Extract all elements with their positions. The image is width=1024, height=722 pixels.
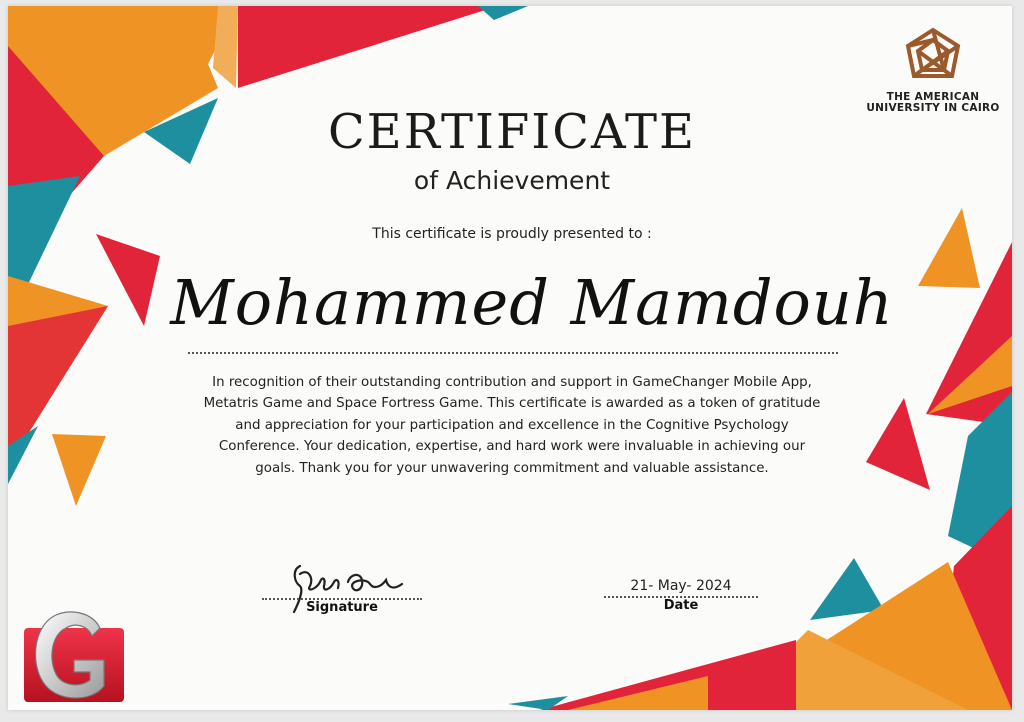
presented-to-text: This certificate is proudly presented to : [372, 226, 652, 242]
auc-logo [848, 26, 1012, 114]
recipient-name: Mohammed Mamdouh [170, 266, 894, 339]
auc-emblem-icon [902, 26, 964, 88]
auc-name-line1: THE AMERICAN [886, 91, 980, 103]
signature-label: Signature [306, 600, 378, 615]
certificate-body: In recognition of their outstanding contribution and support in GameChanger Mobile App, Metatris Game and Space Fortress Game. This certificate is awarded as a token of gratitude and appreciation for your participation and excellence in the Cognitive Psychology Conference. Your dedication, expertise, and hard work were invaluable in achieving our goals. Thank you for your unwavering commitment and valuable assistance. [203, 375, 821, 476]
date-value: 21- May- 2024 [630, 578, 732, 594]
date-label: Date [663, 598, 699, 613]
certificate-title: CERTIFICATE [327, 104, 697, 160]
gamechanger-g-logo [22, 606, 130, 706]
certificate-subtitle: of Achievement [413, 166, 611, 195]
auc-name-line2: UNIVERSITY IN CAIRO [866, 102, 1000, 114]
recipient-underline [188, 352, 838, 354]
